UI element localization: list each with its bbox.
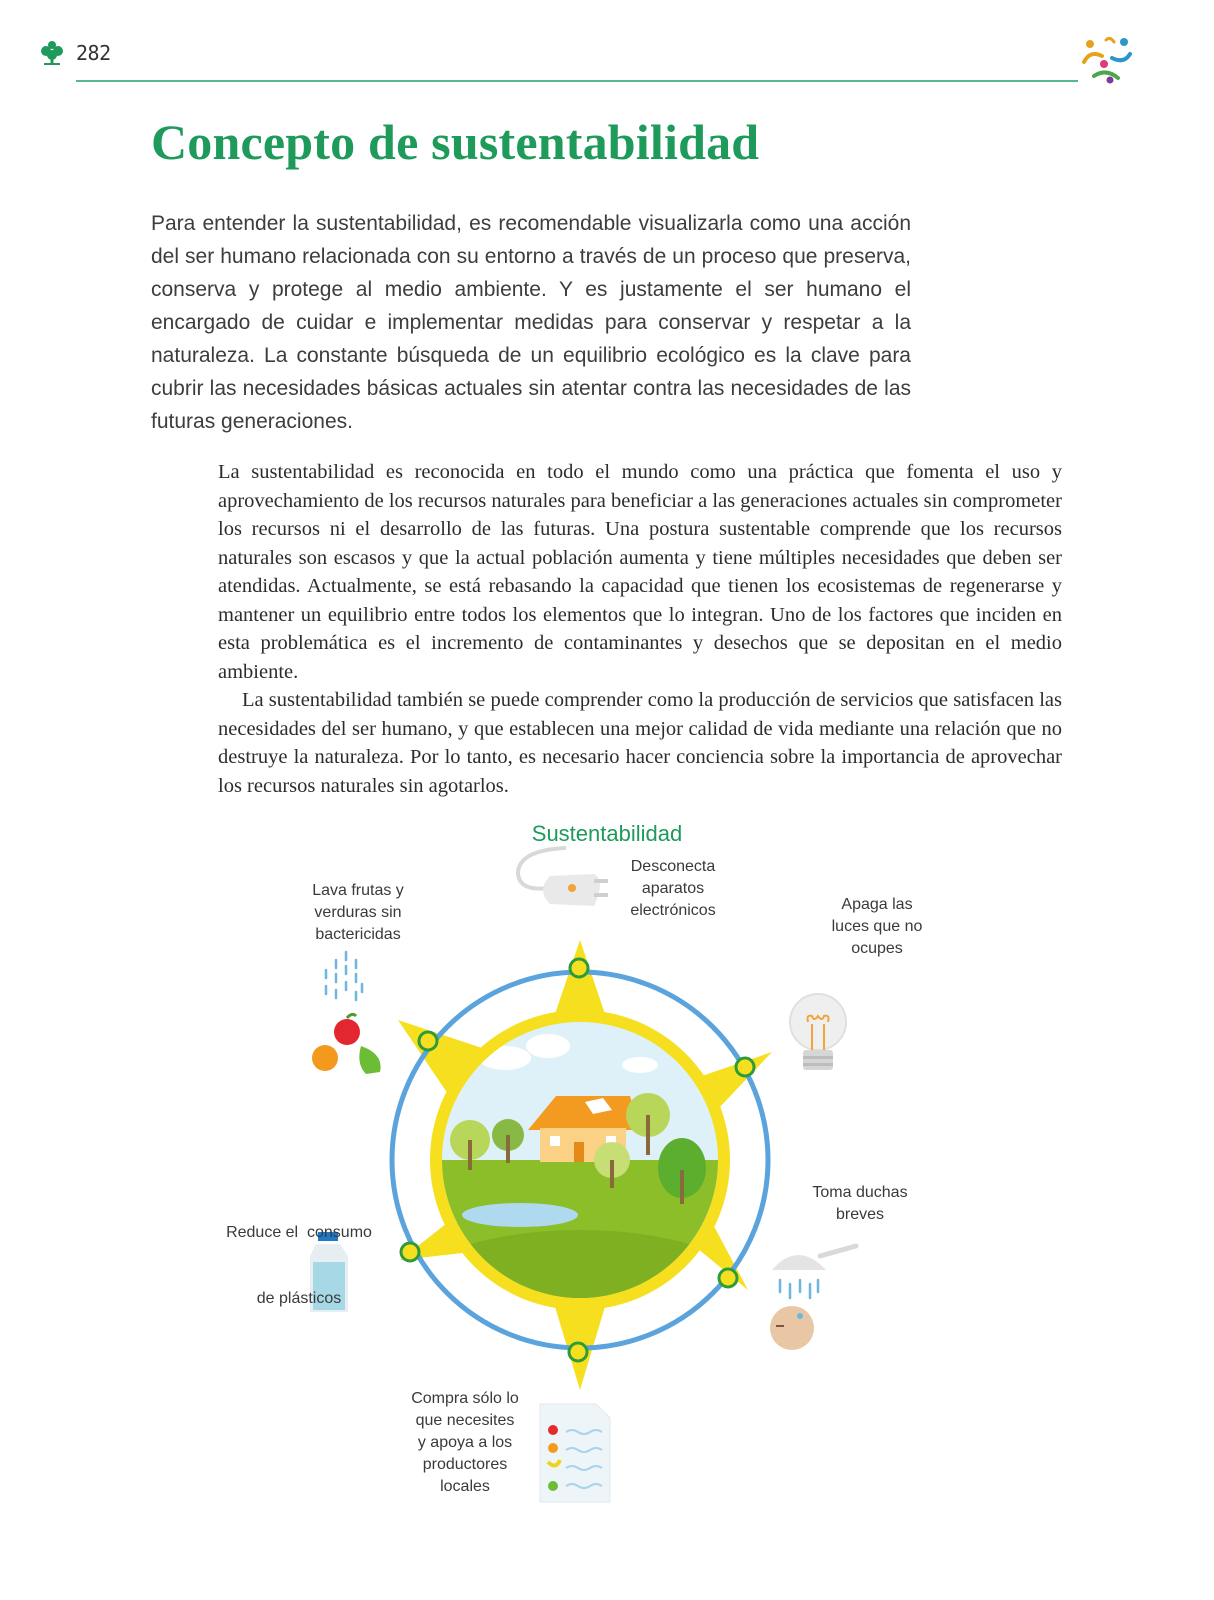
body-paragraph-1: La sustentabilidad es reconocida en todo el mundo como una práctica que fomenta el uso y aprovechamiento de los recursos naturales para beneficiar a las generaciones actuales sin comprometer los recursos ni el desarrollo de las futuras. Una postura sustentable comprende que los recursos naturales son escasos y que la actual población aumenta y tiene múltiples necesidades que deben ser atendidas. Actualmente, se está rebasando la capacidad que tienen los ecosistemas de regenerarse y mantener un equilibrio entre todos los elementos que lo integran. Uno de los factores que inciden en esta problemática es el incremento de contaminantes y desechos que se depositan en el medio ambiente. <box>218 461 1062 683</box>
caption-lights-line-1: Apaga las <box>841 896 913 913</box>
caption-plastics-line-1: Reduce el consumo <box>226 1224 372 1241</box>
caption-shower <box>798 1182 922 1226</box>
caption-fruits-line-2: verduras sin <box>314 904 402 921</box>
page-title: Concepto de sustentabilidad <box>151 114 760 170</box>
caption-shopping-line-5: locales <box>440 1478 490 1495</box>
caption-unplug <box>610 856 736 922</box>
caption-lights <box>814 894 940 960</box>
shower-icon <box>770 1246 856 1350</box>
page-number: 282 <box>76 41 111 65</box>
caption-shopping <box>394 1388 536 1498</box>
caption-shopping-line-4: productores <box>422 1456 508 1473</box>
intro-paragraph: Para entender la sustentabilidad, es recomendable visualizarla como una acción del ser humano relacionada con su entorno a través de un proceso que preserva, conserva y protege al medio ambiente. Y es justamente el ser humano el encargado de cuidar e implementar medidas para conservar y respetar a la naturaleza. La constante búsqueda de un equilibrio ecológico es la clave para cubrir las necesidades básicas actuales sin atentar contra las necesidades de las futuras generaciones. <box>151 212 911 433</box>
plug-icon <box>518 848 608 906</box>
caption-unplug-line-2: aparatos <box>641 880 705 897</box>
light-bulb-icon <box>790 994 846 1070</box>
diagram-title-text: Sustentabilidad <box>531 821 683 846</box>
caption-fruits-line-1: Lava frutas y <box>312 882 404 899</box>
body-paragraph-2: La sustentabilidad también se puede comprender como la producción de servicios que satisfacen las necesidades del ser humano, y que establecen una mejor calidad de vida mediante una relación que no destruye la naturaleza. Por lo tanto, es necesario hacer conciencia sobre la importancia de aprovechar los recursos naturales sin agotarlos. <box>218 689 1062 797</box>
caption-shopping-line-3: y apoya a los <box>417 1434 513 1451</box>
caption-shopping-line-1: Compra sólo lo <box>411 1390 519 1407</box>
caption-lights-line-3: ocupes <box>851 940 903 957</box>
caption-lights-line-2: luces que no <box>831 918 923 935</box>
head-icon <box>770 1306 814 1350</box>
caption-fruits-line-3: bactericidas <box>315 926 401 943</box>
caption-shower-line-2: breves <box>835 1206 885 1223</box>
rain-fruits-icon <box>312 952 381 1074</box>
caption-unplug-line-1: Desconecta <box>630 858 716 875</box>
caption-shopping-line-2: que necesites <box>415 1412 515 1429</box>
shopping-list-icon <box>540 1404 610 1502</box>
caption-fruits <box>296 880 420 946</box>
caption-plastics-line-2: de plásticos <box>256 1290 342 1307</box>
caption-shower-line-1: Toma duchas <box>812 1184 908 1201</box>
caption-plastics <box>214 1178 384 1332</box>
caption-unplug-line-3: electrónicos <box>630 902 716 919</box>
